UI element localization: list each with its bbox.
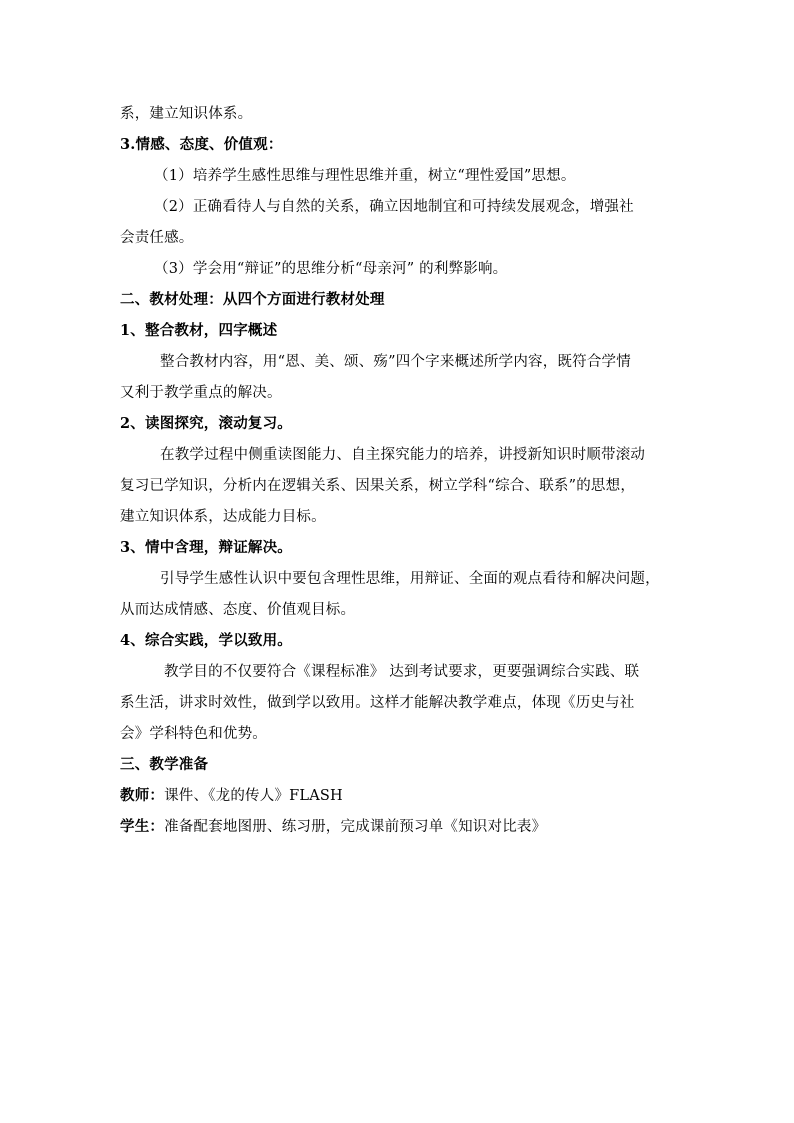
- list-item: （3）学会用“辩证”的思维分析“母亲河” 的利弊影响。: [154, 261, 508, 277]
- paragraph-line: 系，建立知识体系。: [120, 106, 253, 122]
- subsection-heading: 4、综合实践，学以致用。: [120, 632, 292, 649]
- paragraph-line: 整合教材内容，用“恩、美、颂、殇”四个字来概述所学内容，既符合学情: [160, 354, 631, 370]
- list-item: （1）培养学生感性思维与理性思维并重，树立“理性爱国”思想。: [154, 168, 576, 184]
- paragraph-line: 会》学科特色和优势。: [120, 726, 267, 742]
- paragraph-line: 又利于教学重点的解决。: [120, 385, 282, 401]
- student-label: 学生：: [120, 818, 165, 835]
- section-heading: 三、教学准备: [120, 756, 209, 773]
- paragraph-line: 会责任感。: [120, 230, 194, 246]
- subsection-heading: 2、读图探究，滚动复习。: [120, 415, 292, 432]
- teacher-label: 教师：: [120, 787, 165, 804]
- section-heading: 3.情感、态度、价值观：: [120, 136, 283, 153]
- paragraph-line: 建立知识体系，达成能力目标。: [120, 509, 326, 525]
- teacher-text: 课件、《龙的传人》FLASH: [164, 788, 343, 804]
- student-prep-line: [120, 817, 680, 837]
- student-text: 准备配套地图册、练习册，完成课前预习单《知识对比表》: [164, 819, 547, 835]
- section-heading: 二、教材处理：从四个方面进行教材处理: [120, 291, 385, 308]
- paragraph-line: 引导学生感性认识中要包含理性思维，用辩证、全面的观点看待和解决问题，: [160, 571, 660, 587]
- teacher-prep-line: [120, 786, 680, 806]
- paragraph-line: 系生活，讲求时效性，做到学以致用。这样才能解决教学难点，体现《历史与社: [120, 695, 635, 711]
- subsection-heading: 3、情中含理，辩证解决。: [120, 539, 292, 556]
- list-item: （2）正确看待人与自然的关系，确立因地制宜和可持续发展观念，增强社: [154, 199, 634, 215]
- paragraph-line: 复习已学知识，分析内在逻辑关系、因果关系，树立学科“综合、联系”的思想，: [120, 478, 636, 494]
- paragraph-line: 教学目的不仅要符合《课程标准》 达到考试要求，更要强调综合实践、联: [164, 664, 640, 680]
- subsection-heading: 1、整合教材，四字概述: [120, 322, 278, 339]
- paragraph-line: 在教学过程中侧重读图能力、自主探究能力的培养，讲授新知识时顺带滚动: [160, 447, 646, 463]
- paragraph-line: 从而达成情感、态度、价值观目标。: [120, 602, 356, 618]
